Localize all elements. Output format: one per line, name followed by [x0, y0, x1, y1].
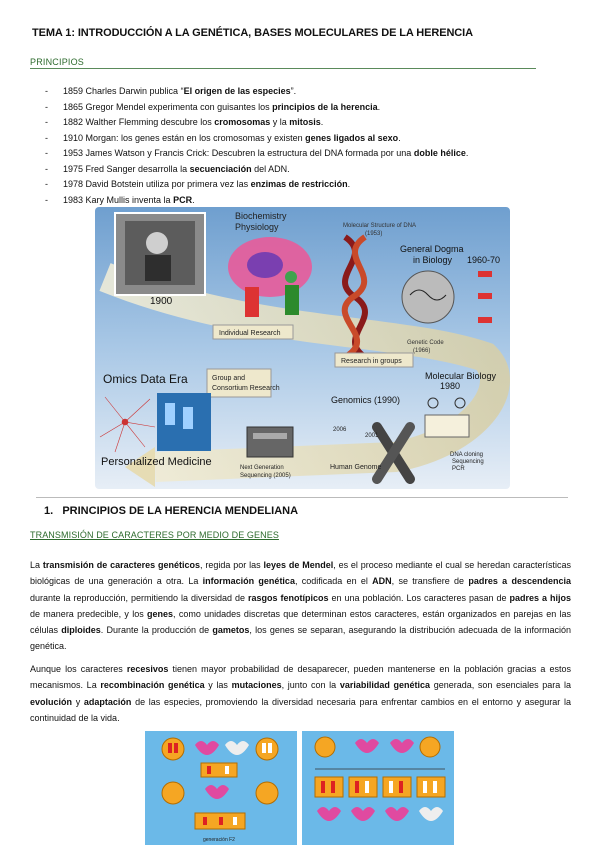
text-run: La: [30, 560, 43, 570]
bullet-dash: -: [45, 117, 48, 127]
svg-text:(1966): (1966): [413, 348, 431, 354]
text-run: 1953 James Watson y Francis Crick: Descubren la estructura del DNA formada por una: [63, 148, 414, 158]
text-run: Aunque los caracteres: [30, 664, 127, 674]
text-run: .: [465, 148, 469, 158]
timeline-item: [45, 117, 565, 133]
text-run: , se transfiere de: [391, 576, 469, 587]
text-run: ”.: [290, 86, 297, 96]
subsection-heading: TRANSMISIÓN DE CARACTERES POR MEDIO DE GENES: [30, 530, 279, 540]
physiology-label: Physiology: [235, 222, 279, 232]
molecular-biology-label: Molecular Biology: [425, 371, 497, 381]
timeline-item-text: [63, 148, 468, 164]
biochem-label: Biochemistry: [235, 211, 287, 221]
text-run: 1910 Morgan: los genes están en los cromosomas y existen: [63, 132, 306, 143]
cloning-illustration: [425, 415, 469, 437]
timeline-item: [45, 102, 565, 118]
bold-term: mutaciones: [231, 680, 282, 691]
bold-term: secuenciación: [189, 163, 252, 174]
text-run: , como unidades discretas que determinan estos caracteres, están organizados en parejas en las células: [30, 608, 572, 636]
text-run: , los genes se separan, asegurando la distribución adecuada de la información genética.: [30, 625, 571, 652]
text-run: 1975 Fred Sanger desarrolla la: [63, 163, 190, 174]
text-run: durante la reproducción, permitiendo la diversidad de: [30, 592, 249, 603]
bold-term: recesivos: [126, 664, 169, 674]
bold-term: doble hélice: [413, 148, 466, 158]
bold-term: transmisión de caracteres genéticos: [42, 560, 201, 570]
test-tube: [245, 287, 259, 317]
timeline-item: [45, 86, 565, 102]
section-label-principios: PRINCIPIOS: [30, 57, 85, 67]
timeline-item-text: [63, 86, 296, 102]
timeline-list: [45, 86, 565, 210]
bold-term: El origen de las especies: [183, 86, 291, 96]
svg-text:2001: 2001: [365, 433, 379, 439]
dogma-box: [478, 271, 492, 277]
svg-text:(1953): (1953): [365, 231, 383, 237]
dogma-label: General Dogma: [400, 244, 464, 254]
text-run: .: [347, 179, 351, 189]
bullet-dash: -: [45, 101, 48, 112]
bold-term: recombinación genética: [100, 680, 205, 691]
text-run: 1859 Charles Darwin publica “: [63, 86, 184, 96]
svg-text:Sequencing: Sequencing: [452, 459, 484, 465]
omics-era-label: Omics Data Era: [103, 372, 188, 386]
bold-term: gametos: [212, 625, 250, 636]
timeline-item: [45, 133, 565, 149]
bold-term: evolución: [30, 696, 73, 707]
bold-term: padres a hijos: [509, 592, 571, 603]
bold-term: adaptación: [83, 696, 132, 707]
dogma-years: 1960-70: [467, 255, 501, 265]
dna-structure-label: Molecular Structure of DNA: [343, 223, 417, 229]
consortium-research-box: [207, 369, 271, 397]
text-run: 1865 Gregor Mendel experimenta con guisantes los: [63, 101, 273, 112]
svg-text:Next Generation: Next Generation: [240, 465, 284, 471]
divider: [36, 497, 568, 498]
bold-term: diploides: [61, 625, 101, 636]
timeline-item: [45, 148, 565, 164]
text-run: y las: [204, 680, 232, 691]
year-1900: 1900: [150, 296, 173, 307]
svg-text:Group and: Group and: [212, 375, 246, 382]
text-run: 1983 Kary Mullis inventa la: [63, 194, 174, 205]
text-run: generada, son esenciales para la: [430, 680, 571, 691]
paragraph: [30, 661, 571, 726]
bold-term: PCR: [173, 194, 193, 205]
bold-term: rasgos fenotípicos: [248, 592, 329, 603]
text-run: y: [72, 696, 84, 707]
bullet-dash: -: [45, 132, 48, 143]
text-run: del ADN.: [251, 163, 290, 174]
text-run: , codificada en el: [294, 576, 373, 587]
text-run: 1882 Walther Flemming descubre los: [63, 117, 215, 127]
bold-term: ADN: [372, 576, 392, 587]
bullet-dash: -: [45, 148, 48, 158]
paragraph: [30, 557, 571, 655]
divider: [30, 68, 536, 69]
svg-text:Individual Research: Individual Research: [219, 330, 281, 337]
section-heading: 1. PRINCIPIOS DE LA HERENCIA MENDELIANA: [44, 505, 299, 517]
text-run: tienen mayor probabilidad de desaparecer, pueden mantenerse en la población gracias a estos mecanismos. La: [30, 664, 571, 691]
bold-term: genes: [147, 608, 174, 619]
timeline-item-text: [63, 179, 350, 195]
timeline-item: [45, 164, 565, 180]
bold-term: cromosomas: [214, 117, 271, 127]
text-run: .: [377, 101, 381, 112]
bullet-dash: -: [45, 163, 48, 174]
text-run: de las especies, promoviendo la diversidad necesaria para enfrentar cambios en el entorno y asegurar la continuidad de la vida.: [30, 696, 571, 723]
svg-text:Research in groups: Research in groups: [341, 358, 402, 365]
genomics-label: Genomics (1990): [331, 395, 401, 405]
figure2-caption: generación F2: [203, 837, 235, 843]
bold-term: principios de la herencia: [272, 101, 378, 112]
svg-text:DNA cloning: DNA cloning: [450, 452, 484, 458]
text-run: , es el proceso mediante el cual se heredan características biológicas de una generación a otra. La: [30, 560, 572, 587]
svg-text:Consortium Research: Consortium Research: [212, 385, 280, 392]
svg-text:PCR: PCR: [452, 466, 465, 472]
dogma-circle: [402, 271, 454, 323]
sequencer-illustration: [247, 427, 293, 457]
timeline-item-text: [63, 102, 380, 118]
bold-term: enzimas de restricción: [250, 179, 348, 189]
timeline-item-text: [63, 164, 290, 180]
text-run: de manera predecible, y los: [30, 608, 148, 619]
svg-text:2006: 2006: [333, 427, 347, 433]
text-run: .: [320, 117, 324, 127]
text-run: en una población. Los caracteres pasan de: [328, 592, 510, 603]
bold-term: leyes de Mendel: [263, 560, 334, 570]
mendelian-inheritance-figure: [145, 731, 454, 845]
human-genome-label: Human Genome: [330, 464, 382, 471]
bullet-dash: -: [45, 86, 48, 96]
timeline-item-text: [63, 133, 401, 149]
bold-term: mitosis: [289, 117, 321, 127]
text-run: .: [398, 132, 401, 143]
bold-term: información genética: [202, 576, 295, 587]
genetics-history-figure: [95, 207, 510, 489]
page-title: TEMA 1: INTRODUCCIÓN A LA GENÉTICA, BASES MOLECULARES DE LA HERENCIA: [32, 27, 473, 39]
svg-text:1980: 1980: [440, 381, 461, 391]
text-run: , junto con la: [281, 680, 340, 691]
test-tube: [285, 285, 299, 315]
text-run: .: [192, 194, 195, 205]
genetic-code-label: Genetic Code: [407, 340, 444, 346]
bold-term: genes ligados al sexo: [305, 132, 399, 143]
text-run: y la: [270, 117, 290, 127]
timeline-item-text: [63, 117, 323, 133]
bold-term: padres a descendencia: [468, 576, 571, 587]
timeline-item: [45, 179, 565, 195]
bullet-dash: -: [45, 194, 48, 205]
personalized-medicine-label: Personalized Medicine: [101, 456, 212, 468]
text-run: . Durante la producción de: [100, 625, 213, 636]
text-run: 1978 David Botstein utiliza por primera vez las: [63, 179, 251, 189]
bold-term: variabilidad genética: [339, 680, 431, 691]
svg-text:in Biology: in Biology: [413, 255, 453, 265]
svg-text:Sequencing (2005): Sequencing (2005): [240, 473, 291, 479]
text-run: , regida por las: [200, 560, 264, 570]
bullet-dash: -: [45, 179, 48, 189]
